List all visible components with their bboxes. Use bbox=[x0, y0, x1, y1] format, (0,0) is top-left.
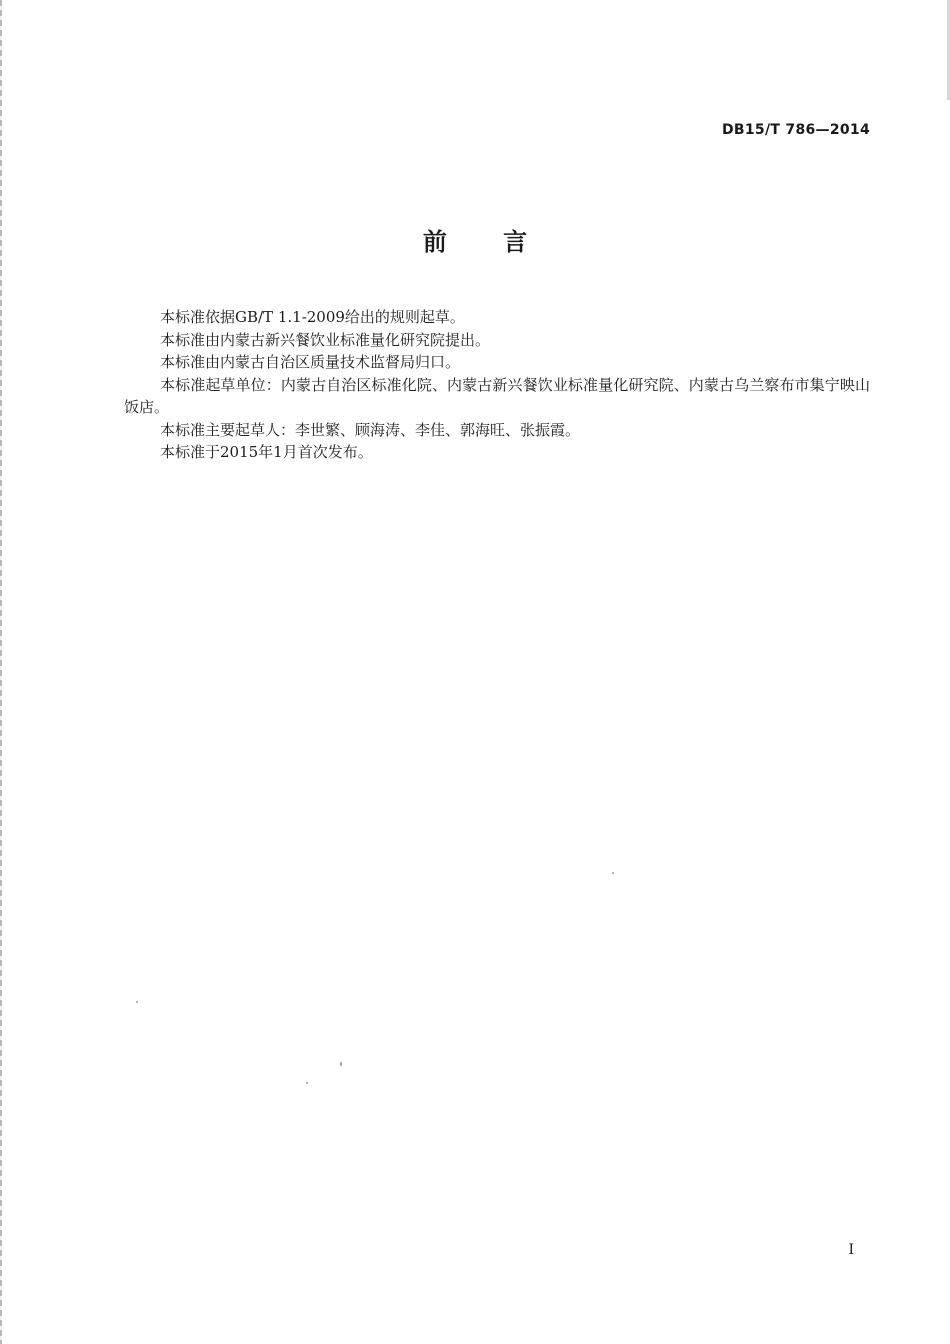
foreword-paragraph: 本标准于2015年1月首次发布。 bbox=[160, 443, 373, 461]
scan-edge-left bbox=[0, 0, 2, 1344]
foreword-paragraph: 本标准依据GB/T 1.1-2009给出的规则起草。 bbox=[160, 308, 465, 326]
page-number: I bbox=[848, 1242, 854, 1258]
foreword-paragraph: 本标准由内蒙古自治区质量技术监督局归口。 bbox=[160, 353, 461, 371]
scan-speck bbox=[306, 1082, 308, 1084]
foreword-title: 前 言 bbox=[422, 228, 528, 256]
foreword-body bbox=[124, 306, 870, 464]
scan-speck bbox=[136, 1001, 138, 1003]
document-number: DB15/T 786—2014 bbox=[722, 122, 870, 138]
scan-speck bbox=[340, 1062, 342, 1066]
foreword-paragraph: 本标准主要起草人：李世繁、顾海涛、李佳、郭海旺、张振霞。 bbox=[160, 420, 581, 439]
foreword-paragraph: 本标准起草单位：内蒙古自治区标准化院、内蒙古新兴餐饮业标准量化研究院、内蒙古乌兰察布市集宁映山饭店。 bbox=[124, 375, 870, 416]
foreword-paragraph: 本标准由内蒙古新兴餐饮业标准量化研究院提出。 bbox=[160, 330, 491, 349]
scan-speck bbox=[612, 872, 614, 874]
